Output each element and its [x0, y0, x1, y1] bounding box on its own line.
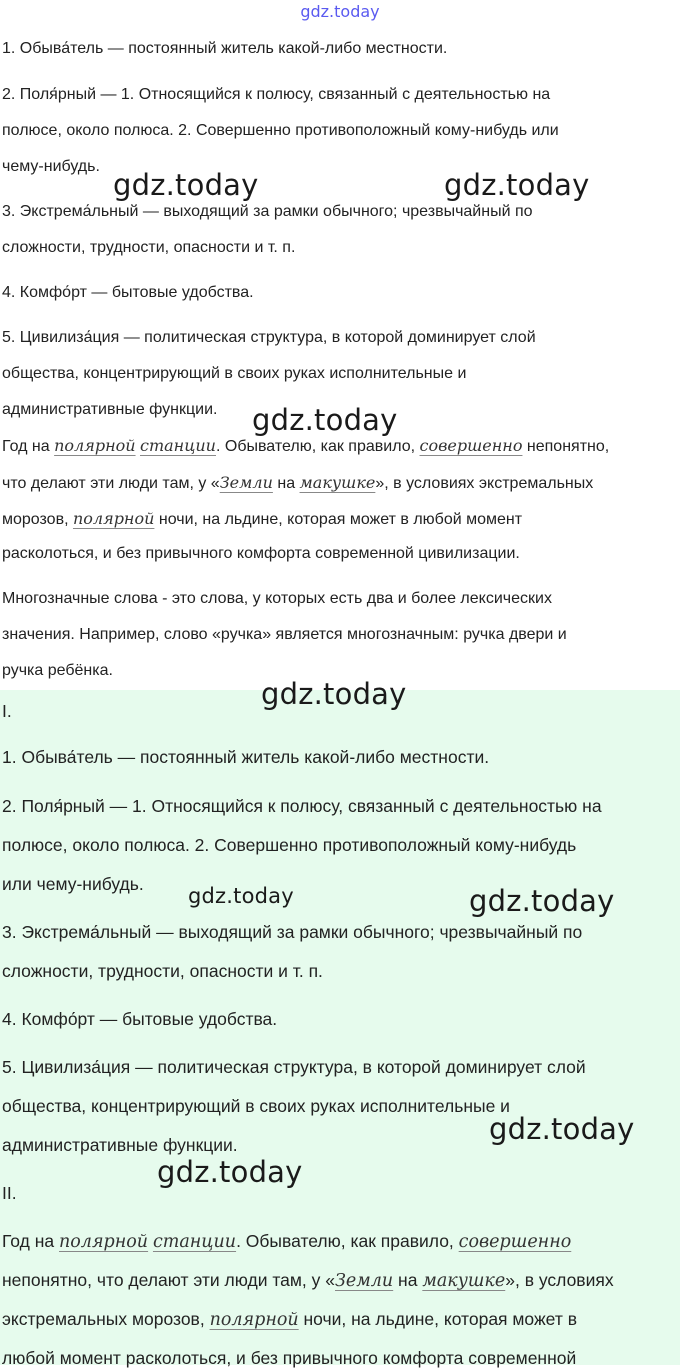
- underlined-word: Земли: [219, 473, 273, 492]
- underlined-word: макушке: [299, 473, 376, 492]
- underlined-word: полярной: [209, 1310, 299, 1330]
- text-line: [2, 436, 609, 456]
- definition-line: 1. Обыва́тель — постоянный житель какой-либо местности.: [2, 747, 490, 767]
- definition-line: или чему-нибудь.: [2, 874, 144, 894]
- definition-line: полюсе, около полюса. 2. Совершенно противоположный кому-нибудь: [2, 835, 577, 855]
- definition-line: общества, концентрирующий в своих руках исполнительные и: [2, 365, 467, 382]
- text-line: расколоться, и без привычного комфорта современной цивилизации.: [2, 545, 520, 562]
- text-segment: непонятно,: [522, 438, 610, 455]
- section-number: II.: [2, 1183, 17, 1203]
- answer-section: [0, 690, 680, 1368]
- underlined-word: полярной: [54, 436, 136, 455]
- watermark: gdz.today: [113, 168, 259, 202]
- text-segment: ночи, на льдине, которая может в: [298, 1309, 577, 1329]
- watermark: gdz.today: [444, 168, 590, 202]
- text-segment: на: [272, 475, 300, 492]
- section-number: I.: [2, 701, 12, 721]
- definition-line: полюсе, около полюса. 2. Совершенно противоположный кому-нибудь или: [2, 122, 559, 139]
- definition-line: 4. Комфо́рт — бытовые удобства.: [2, 284, 254, 301]
- text-segment: Год на: [2, 1231, 59, 1251]
- definition-line: 1. Обыва́тель — постоянный житель какой-либо местности.: [2, 40, 448, 57]
- watermark: gdz.today: [252, 403, 398, 437]
- underlined-word: станции: [140, 436, 216, 455]
- text-line: [2, 509, 522, 529]
- text-segment: », в условиях экстремальных: [375, 475, 594, 492]
- definition-line: сложности, трудности, опасности и т. п.: [2, 239, 296, 256]
- text-line: Многозначные слова - это слова, у которых есть два и более лексических: [2, 590, 552, 607]
- underlined-word: совершенно: [419, 436, 523, 455]
- underlined-word: полярной: [72, 509, 155, 528]
- text-segment: . Обывателю, как правило,: [236, 1231, 459, 1251]
- watermark: gdz.today: [469, 884, 615, 918]
- text-segment: на: [393, 1270, 423, 1290]
- definition-line: чему-нибудь.: [2, 158, 100, 175]
- text-segment: ночи, на льдине, которая может в любой момент: [154, 511, 523, 528]
- watermark: gdz.today: [157, 1155, 303, 1189]
- header-watermark: gdz.today: [300, 2, 380, 21]
- definition-line: 3. Экстрема́льный — выходящий за рамки обычного; чрезвычайный по: [2, 203, 533, 220]
- underlined-word: макушке: [422, 1271, 506, 1291]
- text-segment: . Обывателю, как правило,: [215, 438, 420, 455]
- text-line: [2, 1309, 577, 1330]
- definition-line: 2. Поля́рный — 1. Относящийся к полюсу, связанный с деятельностью на: [2, 86, 551, 103]
- definition-line: 4. Комфо́рт — бытовые удобства.: [2, 1009, 278, 1029]
- definition-line: 2. Поля́рный — 1. Относящийся к полюсу, связанный с деятельностью на: [2, 796, 602, 816]
- text-line: [2, 1231, 571, 1252]
- watermark: gdz.today: [261, 677, 407, 711]
- definition-line: административные функции.: [2, 1135, 238, 1155]
- definition-line: административные функции.: [2, 401, 218, 418]
- text-line: ручка ребёнка.: [2, 662, 113, 679]
- text-segment: экстремальных морозов,: [2, 1309, 210, 1329]
- underlined-word: совершенно: [458, 1232, 572, 1252]
- text-line: любой момент расколоться, и без привычного комфорта современной: [2, 1348, 577, 1368]
- text-segment: Год на: [2, 438, 55, 455]
- underlined-word: станции: [152, 1232, 237, 1252]
- definition-line: 5. Цивилиза́ция — политическая структура, в которой доминирует слой: [2, 1057, 586, 1077]
- text-line: [2, 473, 593, 493]
- text-line: значения. Например, слово «ручка» является многозначным: ручка двери и: [2, 626, 567, 643]
- definition-line: общества, концентрирующий в своих руках исполнительные и: [2, 1096, 510, 1116]
- underlined-word: полярной: [59, 1232, 149, 1252]
- text-segment: », в условиях: [505, 1270, 614, 1290]
- definition-line: сложности, трудности, опасности и т. п.: [2, 961, 323, 981]
- text-line: [2, 1270, 614, 1291]
- definition-line: 5. Цивилиза́ция — политическая структура, в которой доминирует слой: [2, 329, 536, 346]
- underlined-word: Земли: [335, 1271, 394, 1291]
- watermark: gdz.today: [188, 884, 294, 908]
- text-segment: что делают эти люди там, у «: [2, 475, 220, 492]
- text-segment: непонятно, что делают эти люди там, у «: [2, 1270, 335, 1290]
- watermark: gdz.today: [489, 1112, 635, 1146]
- text-segment: морозов,: [2, 511, 73, 528]
- definition-line: 3. Экстрема́льный — выходящий за рамки обычного; чрезвычайный по: [2, 922, 583, 942]
